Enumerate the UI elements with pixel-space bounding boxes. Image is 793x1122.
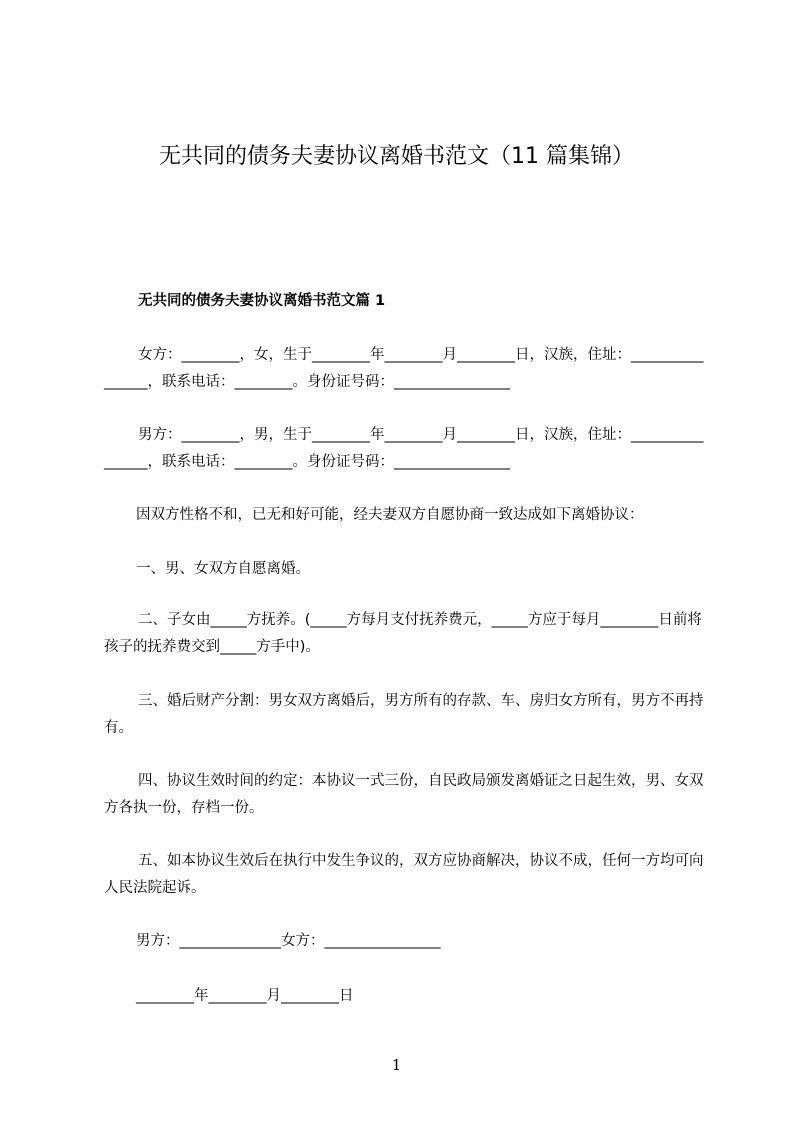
page-number: 1 xyxy=(391,1056,402,1074)
male-party-paragraph: 男方：________，男，生于________年________月________日，汉族，住址：________________，联系电话：________。身份证号码：________________ xyxy=(104,427,704,470)
signature-line: 男方：______________女方：________________ xyxy=(136,933,441,949)
clause-3-paragraph: 三、婚后财产分割：男女双方离婚后，男方所有的存款、车、房归女方所有，男方不再持有。 xyxy=(104,693,704,736)
reason-paragraph: 因双方性格不和，已无和好可能，经夫妻双方自愿协商一致达成如下离婚协议： xyxy=(136,507,644,523)
date-line: ________年________月________日 xyxy=(136,988,354,1004)
female-party-paragraph: 女方：________，女，生于________年________月________日，汉族，住址：________________，联系电话：________。身份证号码：________________ xyxy=(104,347,704,390)
section-title: 无共同的债务夫妻协议离婚书范文篇 1 xyxy=(138,293,386,309)
clause-5-paragraph: 五、如本协议生效后在执行中发生争议的，双方应协商解决，协议不成，任何一方均可向人民法院起诉。 xyxy=(104,853,704,896)
document-title: 无共同的债务夫妻协议离婚书范文（11 篇集锦） xyxy=(159,144,634,169)
clause-4-paragraph: 四、协议生效时间的约定：本协议一式三份，自民政局颁发离婚证之日起生效，男、女双方各执一份，存档一份。 xyxy=(104,773,704,816)
clause-1-paragraph: 一、男、女双方自愿离婚。 xyxy=(136,561,310,577)
clause-2-paragraph: 二、子女由_____方抚养。(_____方每月支付抚养费元，_____方应于每月________日前将孩子的抚养费交到_____方手中)。 xyxy=(104,612,702,655)
